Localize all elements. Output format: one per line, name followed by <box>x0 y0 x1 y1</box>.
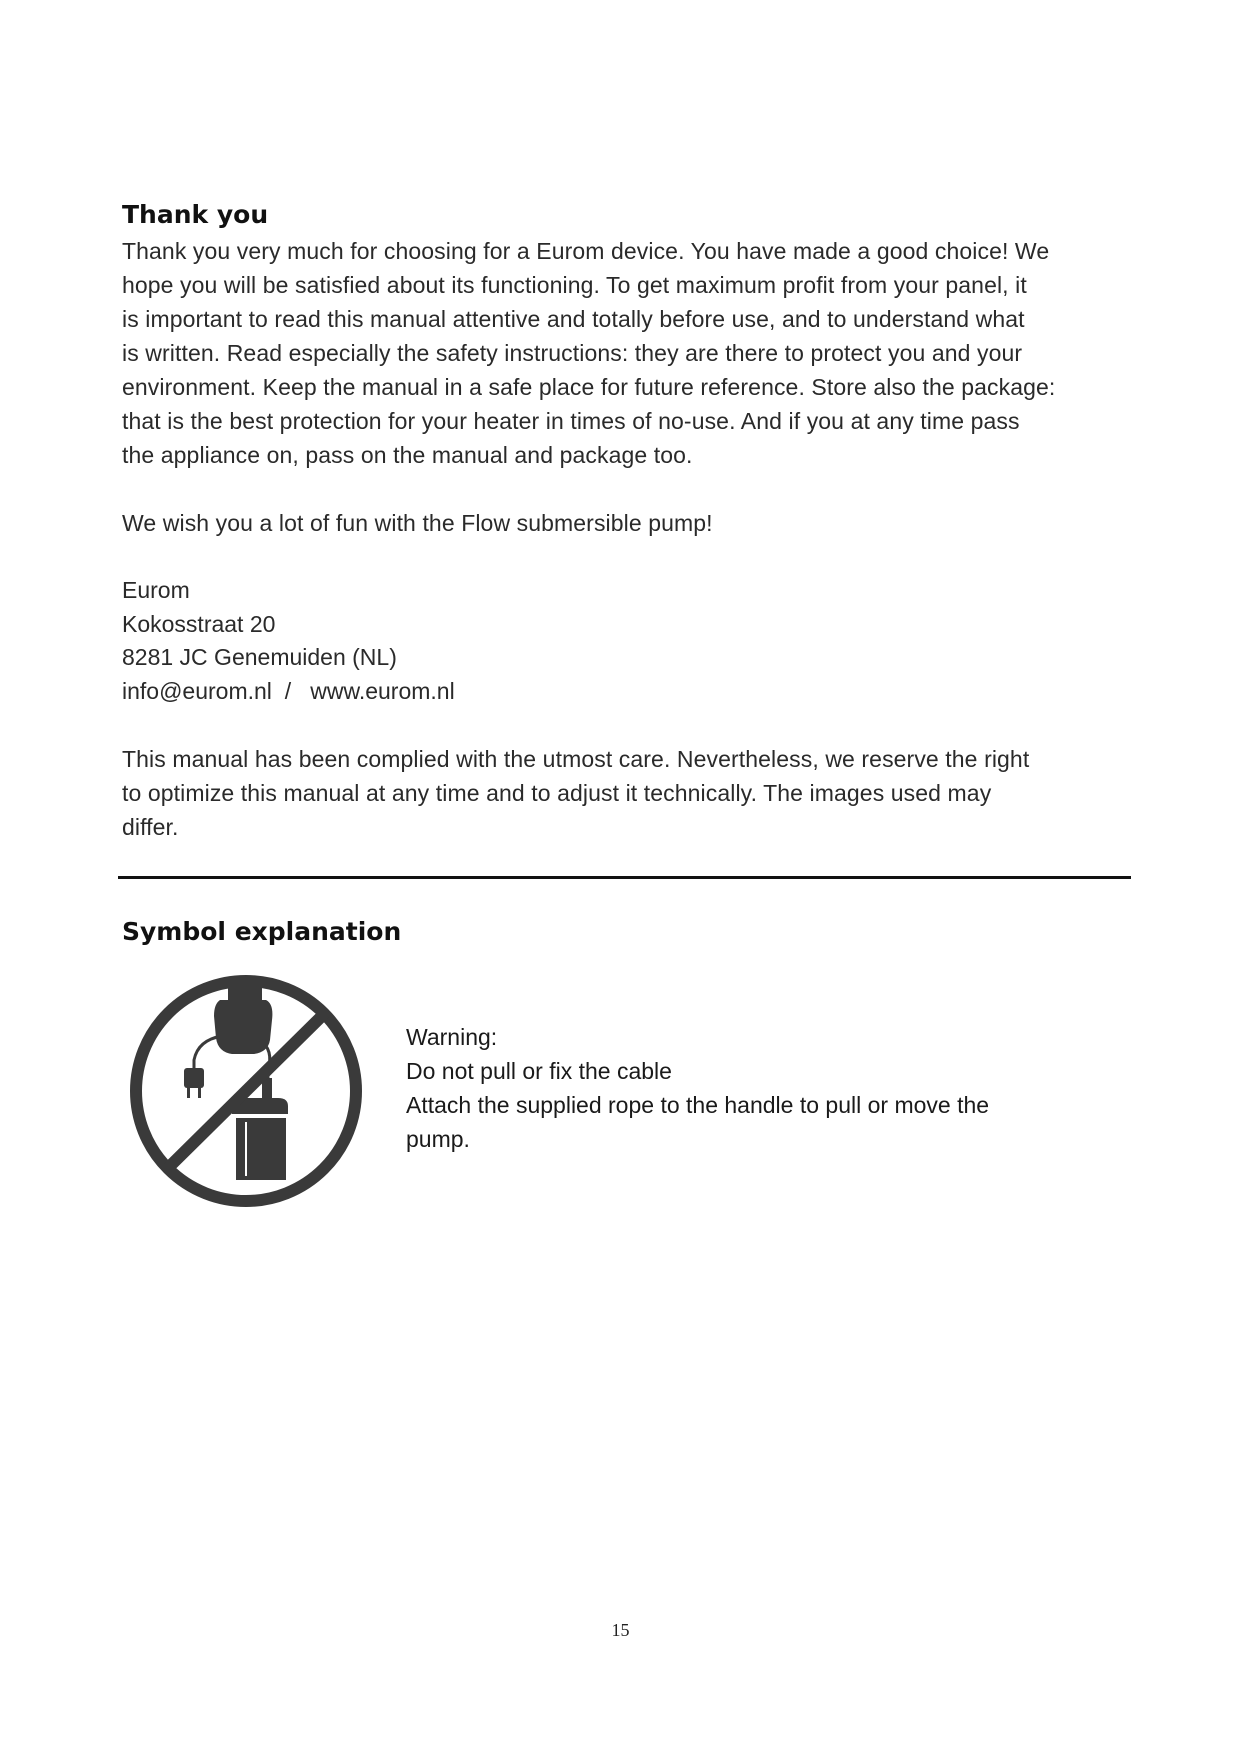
contact-info: info@eurom.nl / www.eurom.nl <box>122 677 455 704</box>
warning-line: Attach the supplied rope to the handle to pull or move the <box>406 1092 990 1118</box>
warning-line: pump. <box>406 1126 470 1152</box>
street-address: Kokosstraat 20 <box>122 610 276 637</box>
paragraph-line: Thank you very much for choosing for a Eurom device. You have made a good choice! We <box>122 238 1050 264</box>
company-address <box>122 574 1132 708</box>
thank-you-section <box>122 198 1132 844</box>
disclaimer-line: differ. <box>122 814 179 840</box>
paragraph-line: the appliance on, pass on the manual and package too. <box>122 442 693 468</box>
thank-you-paragraph <box>122 234 1132 472</box>
spacer <box>122 472 1132 506</box>
thank-you-heading: Thank you <box>122 200 269 229</box>
disclaimer-line: to optimize this manual at any time and to adjust it technically. The images used may <box>122 780 992 806</box>
wish-text: We wish you a lot of fun with the Flow submersible pump! <box>122 510 713 536</box>
disclaimer-paragraph <box>122 742 1132 844</box>
paragraph-line: is written. Read especially the safety instructions: they are there to protect you and your <box>122 340 1023 366</box>
paragraph-line: is important to read this manual attentive and totally before use, and to understand what <box>122 306 1025 332</box>
paragraph-line: that is the best protection for your heater in times of no-use. And if you at any time pass <box>122 408 1020 434</box>
spacer <box>122 708 1132 742</box>
symbol-explanation-heading: Symbol explanation <box>122 917 402 946</box>
spacer <box>122 540 1132 574</box>
paragraph-line: environment. Keep the manual in a safe place for future reference. Store also the package: <box>122 374 1056 400</box>
warning-text-block <box>406 1020 1126 1156</box>
company-name: Eurom <box>122 577 190 603</box>
warning-label: Warning: <box>406 1024 498 1050</box>
section-divider <box>118 876 1131 879</box>
page-number: 15 <box>611 1620 630 1640</box>
city-address: 8281 JC Genemuiden (NL) <box>122 644 397 670</box>
warning-line: Do not pull or fix the cable <box>406 1058 672 1084</box>
no-pull-cable-icon <box>128 970 368 1212</box>
paragraph-line: hope you will be satisfied about its functioning. To get maximum profit from your panel, it <box>122 272 1027 298</box>
disclaimer-line: This manual has been complied with the utmost care. Nevertheless, we reserve the right <box>122 746 1030 772</box>
